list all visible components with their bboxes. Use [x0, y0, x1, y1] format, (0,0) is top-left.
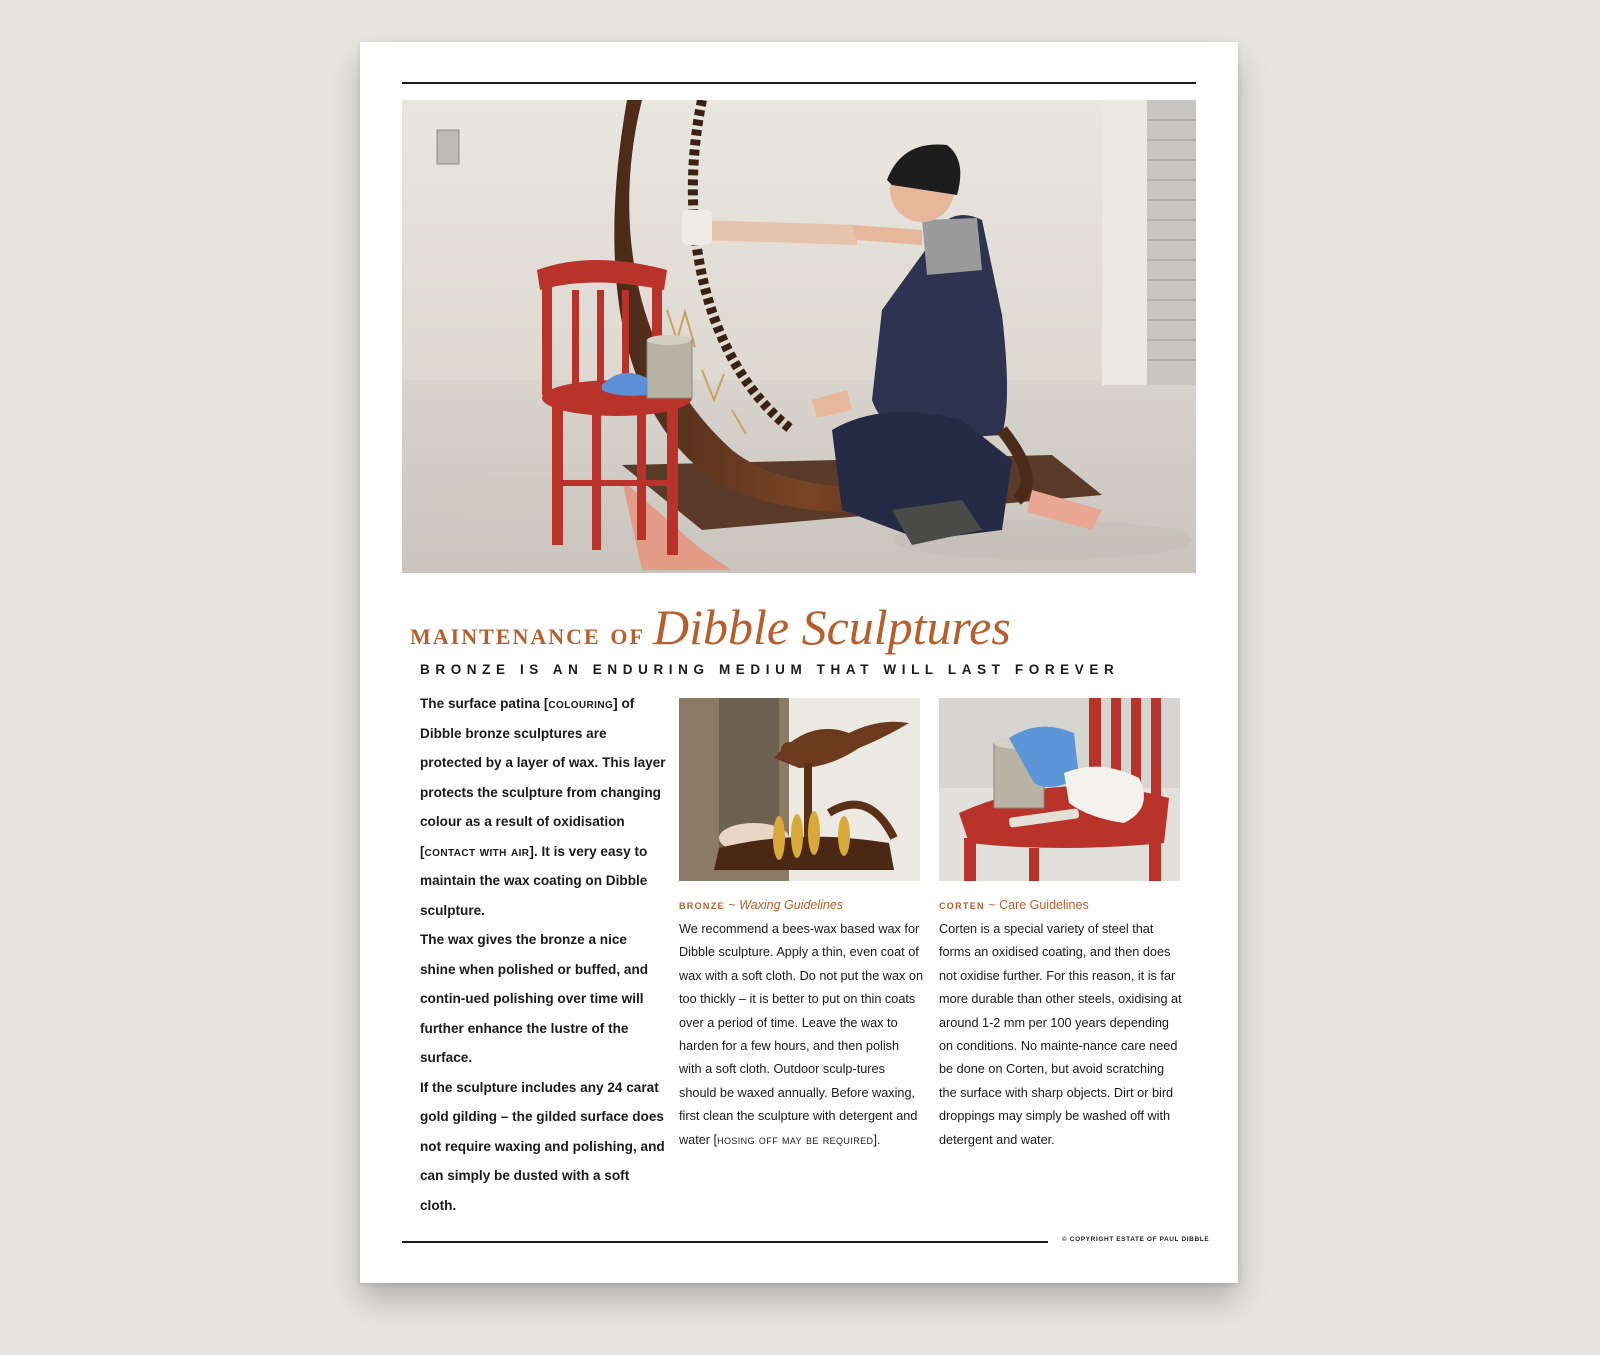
intro-text: ] of Dibble bronze sculptures are protected by a layer of wax. This layer protects the sculpture from changing colour as a result of oxidisation [ — [420, 696, 666, 859]
bronze-column — [679, 918, 923, 1152]
corten-caption — [939, 898, 1089, 912]
intro-text: ]. It is very easy to maintain the wax coating on Dibble sculpture. — [420, 843, 648, 918]
title-main: Dibble Sculptures — [652, 599, 1011, 655]
bronze-text: ]. — [873, 1132, 881, 1147]
title-lead: maintenance of — [410, 616, 645, 651]
page-subtitle: BRONZE IS AN ENDURING MEDIUM THAT WILL LAST FOREVER — [420, 662, 1120, 677]
top-rule — [402, 82, 1196, 84]
bronze-term: hosing off may be required — [717, 1132, 874, 1147]
bronze-photo — [679, 698, 920, 881]
caption-separator: ~ — [984, 898, 1000, 912]
corten-caption-title: Care Guidelines — [999, 898, 1089, 912]
document-page — [360, 42, 1238, 1283]
intro-paragraph-2: The wax gives the bronze a nice shine when polished or buffed, and contin-ued polishing over time will further enhance the lustre of the surface. — [420, 932, 649, 1065]
corten-caption-keyword: corten — [939, 898, 985, 912]
bronze-caption-title: Waxing Guidelines — [739, 898, 844, 912]
bronze-paragraph — [679, 918, 923, 1152]
copyright-notice: © COPYRIGHT ESTATE OF PAUL DIBBLE — [1062, 1236, 1210, 1243]
corten-column — [939, 918, 1183, 1152]
bronze-caption — [679, 898, 843, 912]
intro-paragraph-1 — [420, 689, 666, 925]
bottom-rule — [402, 1241, 1048, 1243]
corten-photo — [939, 698, 1180, 881]
intro-paragraph-3: If the sculpture includes any 24 carat gold gilding – the gilded surface does not require waxing and polishing, and can simply be dusted with a soft cloth. — [420, 1079, 665, 1213]
intro-column — [420, 689, 666, 1220]
intro-term: colouring — [548, 696, 614, 711]
bronze-text: We recommend a bees-wax based wax for Dibble sculpture. Apply a thin, even coat of wax with a soft cloth. Do not put the wax on too thickly – it is better to put on thin coats over a period of time. Leave the wax to harden for a few hours, and then polish with a soft cloth. Outdoor sculp-tures should be waxed annually. Before waxing, first clean the sculpture with detergent and water [ — [679, 922, 924, 1147]
page-title — [410, 598, 1190, 668]
hero-photo — [402, 100, 1196, 573]
intro-term: contact with air — [424, 843, 530, 859]
bronze-caption-keyword: bronze — [679, 898, 725, 912]
intro-text: The surface patina [ — [420, 696, 549, 711]
caption-separator: ~ — [724, 898, 740, 912]
corten-paragraph: Corten is a special variety of steel that forms an oxidised coating, and then does not oxidise further. For this reason, it is far more durable than other steels, oxidising at around 1-2 mm per 100 years depending on conditions. No mainte-nance care need be done on Corten, but avoid scratching the surface with sharp objects. Dirt or bird droppings may simply be washed off with detergent and water. — [939, 922, 1182, 1147]
